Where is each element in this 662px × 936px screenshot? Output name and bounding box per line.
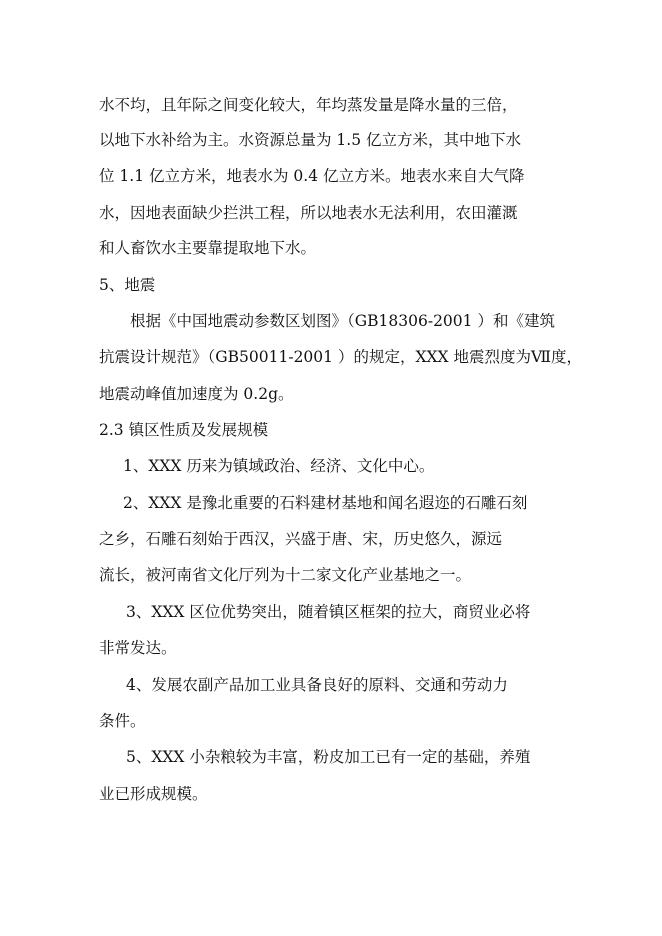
text-line-8: 抗震设计规范》（GB50011-2001 ）的规定，XXX 地震烈度为Ⅶ度， [99,348,582,366]
text-line-5: 和人畜饮水主要靠提取地下水。 [99,239,317,257]
text-line-7: 根据《中国地震动参数区划图》（GB18306-2001 ）和《建筑 [130,312,555,330]
list-item-4: 4、发展农副产品加工业具备良好的原料、交通和劳动力 [126,676,508,694]
section-heading-earthquake: 5、地震 [99,276,156,294]
text-line-18: 条件。 [99,712,146,730]
section-heading-town-nature: 2.3 镇区性质及发展规模 [99,421,269,439]
text-line-9: 地震动峰值加速度为 0.2g。 [99,385,294,403]
text-line-16: 非常发达。 [99,639,177,657]
list-item-2: 2、XXX 是豫北重要的石料建材基地和闻名遐迩的石雕石刻 [123,494,528,512]
text-line-3: 位 1.1 亿立方米，地表水为 0.4 亿立方米。地表水来自大气降 [99,167,525,185]
text-line-4: 水，因地表面缺少拦洪工程，所以地表水无法利用，农田灌溉 [99,204,518,222]
text-line-1: 水不均，且年际之间变化较大，年均蒸发量是降水量的三倍， [99,96,518,114]
text-line-2: 以地下水补给为主。水资源总量为 1.5 亿立方米，其中地下水 [99,131,522,149]
text-line-14: 流长，被河南省文化厅列为十二家文化产业基地之一。 [99,566,472,584]
text-line-13: 之乡，石雕石刻始于西汉，兴盛于唐、宋，历史悠久，源远 [99,530,503,548]
list-item-3: 3、XXX 区位优势突出，随着镇区框架的拉大，商贸业必将 [126,603,531,621]
list-item-1: 1、XXX 历来为镇域政治、经济、文化中心。 [123,457,435,475]
list-item-5: 5、XXX 小杂粮较为丰富，粉皮加工已有一定的基础，养殖 [126,748,531,766]
text-line-20: 业已形成规模。 [99,785,208,803]
